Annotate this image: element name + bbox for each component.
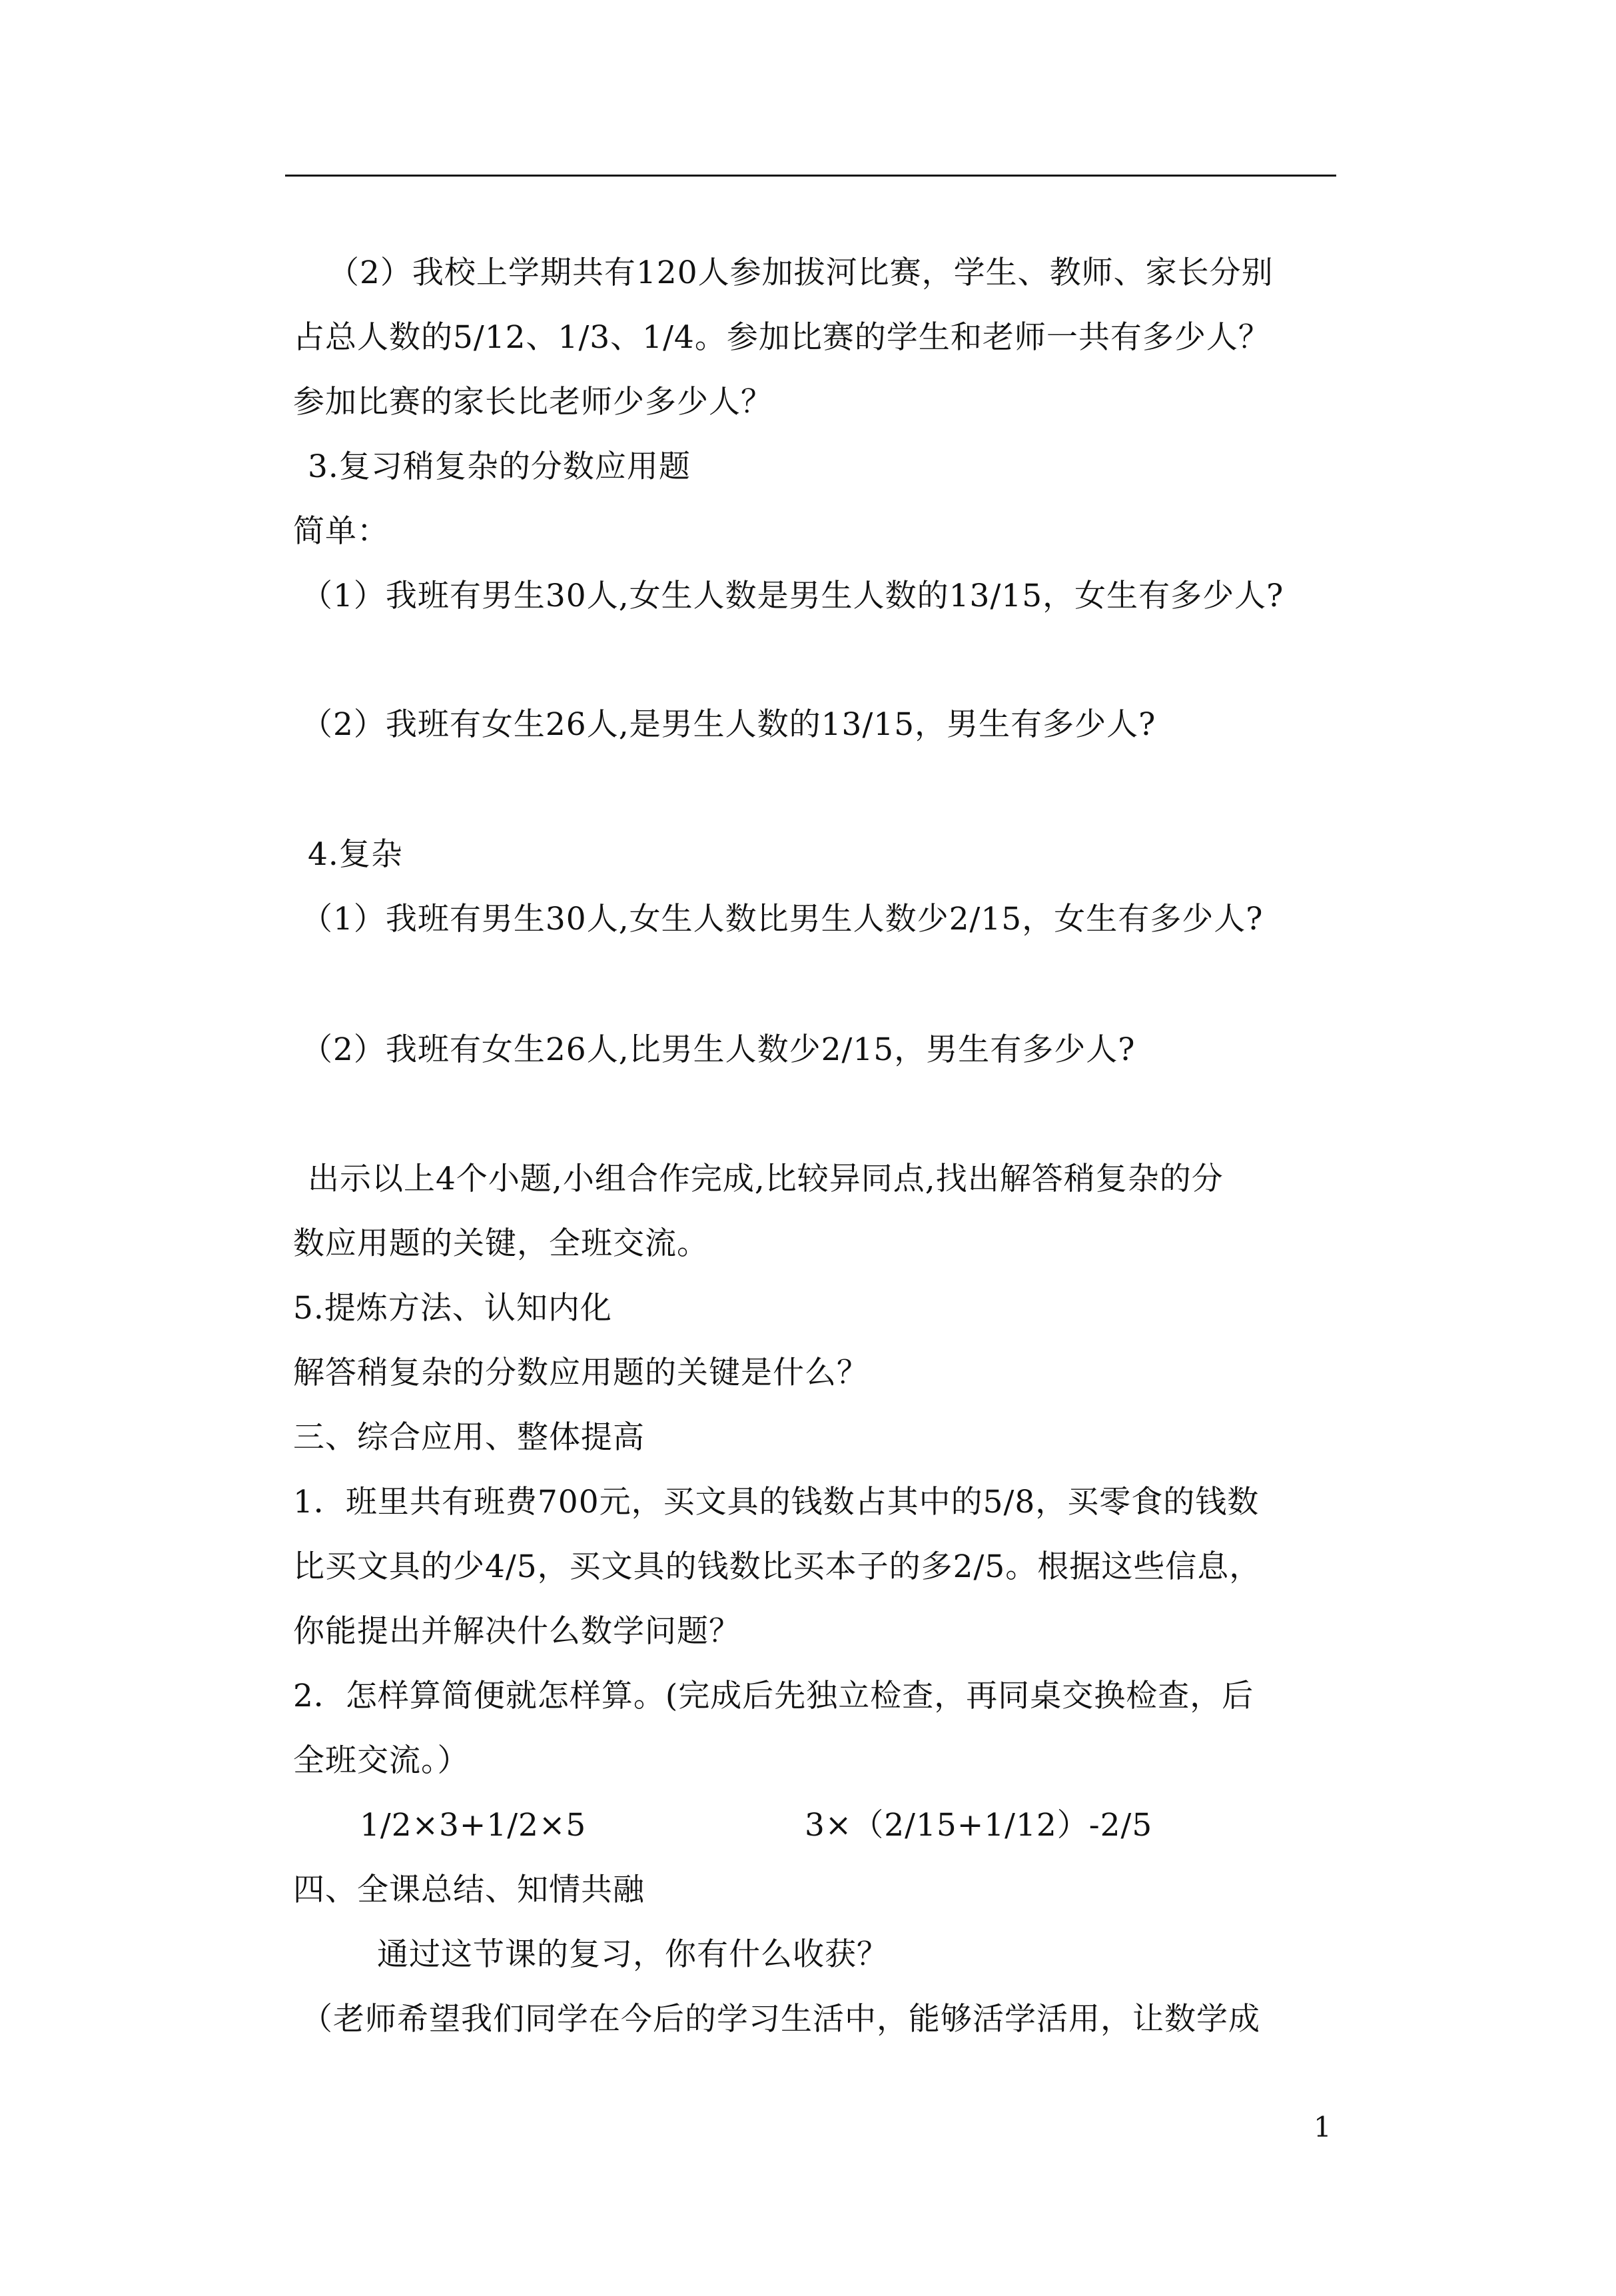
expression-2: 3×（2/15+1/12）-2/5 xyxy=(805,1807,1153,1844)
text-line-7: （2）我班有女生26人,是男生人数的13/15，男生有多少人? xyxy=(301,706,1156,743)
text-line-11: 出示以上4个小题,小组合作完成,比较异同点,找出解答稍复杂的分 xyxy=(308,1161,1224,1197)
text-line-8: 4.复杂 xyxy=(308,836,403,873)
text-line-6: （1）我班有男生30人,女生人数是男生人数的13/15，女生有多少人? xyxy=(301,578,1284,614)
text-line-14: 解答稍复杂的分数应用题的关键是什么？ xyxy=(293,1355,869,1391)
text-line-4: 3.复习稍复杂的分数应用题 xyxy=(308,448,691,485)
text-line-2: 占总人数的5/12、1/3、1/4。参加比赛的学生和老师一共有多少人？ xyxy=(293,319,1270,356)
header-rule xyxy=(285,175,1336,177)
text-line-20: 全班交流。） xyxy=(293,1742,470,1779)
text-line-21: 四、全课总结、知情共融 xyxy=(293,1872,645,1908)
page-number: 1 xyxy=(1314,2111,1332,2143)
text-line-23: （老师希望我们同学在今后的学习生活中，能够活学活用，让数学成 xyxy=(301,2001,1260,2037)
text-line-9: （1）我班有男生30人,女生人数比男生人数少2/15，女生有多少人? xyxy=(301,901,1264,937)
expression-1: 1/2×3+1/2×5 xyxy=(360,1807,587,1844)
text-line-12: 数应用题的关键，全班交流。 xyxy=(293,1225,709,1262)
text-line-1: （2）我校上学期共有120人参加拔河比赛，学生、教师、家长分别 xyxy=(328,255,1274,291)
text-line-10: （2）我班有女生26人,比男生人数少2/15，男生有多少人? xyxy=(301,1031,1136,1068)
text-line-22: 通过这节课的复习，你有什么收获？ xyxy=(377,1936,889,1973)
text-line-17: 比买文具的少4/5，买文具的钱数比买本子的多2/5。根据这些信息， xyxy=(293,1548,1262,1585)
text-line-3: 参加比赛的家长比老师少多少人？ xyxy=(293,384,773,420)
text-line-18: 你能提出并解决什么数学问题？ xyxy=(293,1613,741,1650)
text-line-5: 简单： xyxy=(293,513,389,550)
text-line-19: 2．怎样算简便就怎样算。(完成后先独立检查，再同桌交换检查，后 xyxy=(293,1678,1254,1714)
text-line-15: 三、综合应用、整体提高 xyxy=(293,1419,645,1456)
text-line-16: 1．班里共有班费700元，买文具的钱数占其中的5/8，买零食的钱数 xyxy=(293,1484,1260,1520)
text-line-13: 5.提炼方法、认知内化 xyxy=(293,1290,612,1327)
